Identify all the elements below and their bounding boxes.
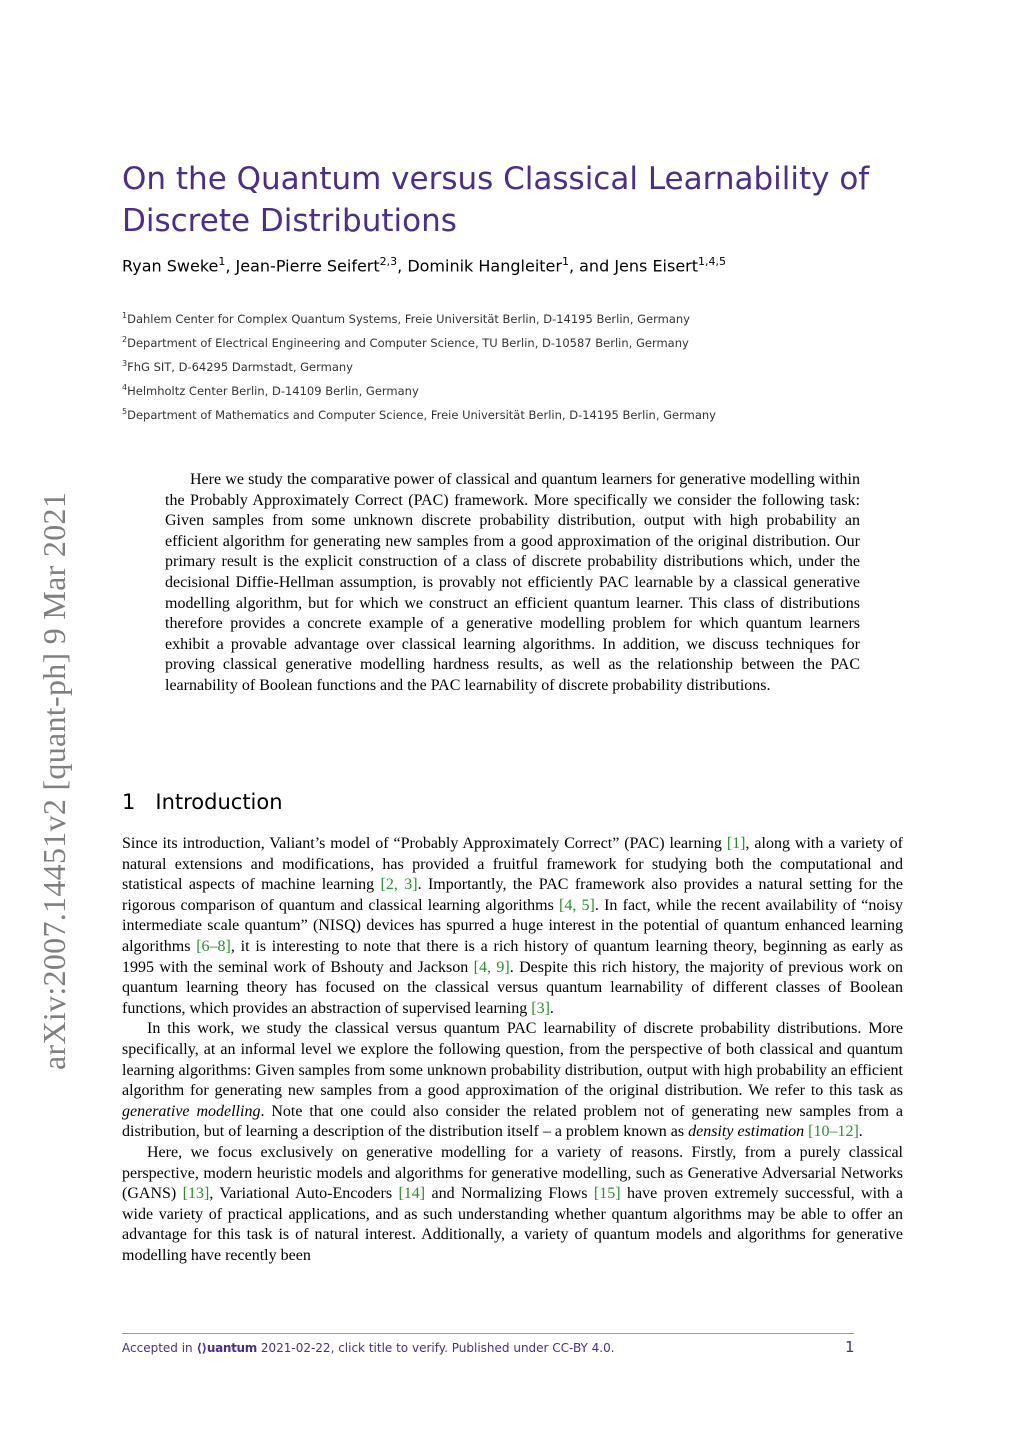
affiliation-number: 3: [122, 359, 128, 368]
citation-link[interactable]: [13]: [182, 1185, 210, 1203]
affiliation-number: 4: [122, 383, 128, 392]
author-affiliation-mark: 1: [218, 255, 226, 268]
text-run: and Normalizing Flows: [425, 1185, 594, 1203]
text-run: . Despite this rich history, the majority of previous work on quantum learning theory has focused on the classical versus quantum learnability of different classes of Boolean functions, which provides an abstraction of supervised learning: [122, 958, 904, 1017]
text-run: , it is interesting to note that there is a rich history of quantum learning theory, beginning as early as 1995 with the seminal work of Bshouty and Jackson: [122, 937, 904, 976]
citation-link[interactable]: [4, 9]: [473, 958, 510, 976]
citation-link[interactable]: [3]: [531, 999, 550, 1017]
citation-link[interactable]: [6–8]: [196, 937, 231, 955]
author-separator: , and: [568, 256, 615, 276]
section-title: Introduction: [155, 790, 283, 814]
footer-prefix: Accepted in: [122, 1341, 197, 1355]
author-name: Jens Eisert: [614, 256, 699, 276]
author-separator: ,: [397, 256, 408, 276]
text-run: .: [858, 1123, 863, 1141]
text-run: .: [549, 999, 554, 1017]
body-paragraph: [122, 1143, 903, 1267]
affiliation-text: Department of Electrical Engineering and Computer Science, TU Berlin, D-10587 Berlin, Germany: [127, 335, 689, 350]
author-name: Dominik Hangleiter: [407, 256, 562, 276]
footer-verify-link[interactable]: 2021-02-22, click title to verify. Published under CC-BY 4.0.: [257, 1341, 615, 1355]
author-name: Jean-Pierre Seifert: [235, 256, 380, 276]
affiliation-number: 2: [122, 335, 128, 344]
author-name: Ryan Sweke: [122, 256, 219, 276]
section-heading: [122, 790, 283, 814]
affiliation-text: Department of Mathematics and Computer Science, Freie Universität Berlin, D-14195 Berlin, Germany: [127, 407, 716, 422]
footer-divider: [122, 1333, 854, 1334]
text-run: . Note that one could also consider the related problem not of generating new samples from a distribution, but of learning a description of the distribution itself – a problem known as: [122, 1102, 903, 1141]
emphasized-term: density estimation: [688, 1123, 805, 1141]
paper-title[interactable]: On the Quantum versus Classical Learnability of Discrete Distributions: [122, 161, 870, 239]
text-run: Since its introduction, Valiant’s model of “Probably Approximately Correct” (PAC) learning: [122, 835, 727, 852]
arxiv-stamp: arXiv:2007.14451v2 [quant-ph] 9 Mar 2021: [36, 491, 72, 1070]
citation-link[interactable]: [1]: [726, 835, 746, 852]
citation-link[interactable]: [14]: [398, 1185, 426, 1203]
footer-note: [122, 1341, 615, 1355]
citation-link[interactable]: [10–12]: [808, 1123, 859, 1141]
affiliation-text: Dahlem Center for Complex Quantum Systems, Freie Universität Berlin, D-14195 Berlin, Germany: [127, 311, 690, 326]
affiliation-list: [122, 305, 922, 425]
text-run: , Variational Auto-Encoders: [209, 1185, 399, 1203]
text-run: In this work, we study the classical versus quantum PAC learnability of discrete probability distributions. More specifically, at an informal level we explore the following question, from the perspective of both classical and quantum learning algorithms: Given samples from some unknown probability distribution, output with high probability an efficient algorithm for generating new samples from a good approximation of the original distribution. We refer to this task as: [122, 1020, 903, 1100]
text-run: , along with a variety of natural extensions and modifications, has provided a fruitful framework for studying both the computational and statistical aspects of machine learning: [122, 835, 904, 894]
affiliation-item: [122, 353, 922, 377]
body-paragraph: [122, 834, 903, 1019]
affiliation-text: Helmholtz Center Berlin, D-14109 Berlin, Germany: [127, 383, 419, 398]
body-paragraph: [122, 1019, 903, 1143]
body-text: [122, 834, 903, 1266]
section-number: 1: [122, 790, 136, 814]
text-run: . Importantly, the PAC framework also provides a natural setting for the rigorous comparison of quantum and classical learning algorithms: [122, 876, 904, 914]
citation-link[interactable]: [15]: [593, 1185, 621, 1203]
text-run: Here, we focus exclusively on generative modelling for a variety of reasons. Firstly, from a purely classical perspective, modern heuristic models and algorithms for generative modelling, such as Generative Adversarial Networks (GANS): [122, 1143, 903, 1203]
author-affiliation-mark: 1,4,5: [698, 255, 727, 268]
citation-link[interactable]: [4, 5]: [559, 896, 595, 914]
author-separator: ,: [225, 256, 236, 276]
author-affiliation-mark: 2,3: [379, 255, 398, 268]
affiliation-number: 5: [122, 407, 128, 416]
affiliation-text: FhG SIT, D-64295 Darmstadt, Germany: [127, 359, 353, 374]
emphasized-term: generative modelling: [122, 1102, 261, 1120]
affiliation-item: [122, 377, 922, 401]
author-affiliation-mark: 1: [561, 255, 569, 268]
affiliation-item: [122, 305, 922, 329]
affiliation-number: 1: [122, 311, 128, 320]
affiliation-item: [122, 329, 922, 353]
author-list: [122, 255, 922, 275]
quantum-journal-logo: ⟨⟩uantum: [196, 1341, 258, 1355]
text-run: have proven extremely successful, with a wide variety of practical applications, and as such understanding whether quantum algorithms may be able to offer an advantage for this task is of natural interest. Additionally, a variety of quantum models and algorithms for generative modelling have recently been: [122, 1185, 904, 1264]
abstract: Here we study the comparative power of classical and quantum learners for generative modelling within the Probably Approximately Correct (PAC) framework. More specifically we consider the following task: Given samples from some unknown discrete probability distribution, output with high probability an efficient algorithm for generating new samples from a good approximation of the original distribution. Our primary result is the explicit construction of a class of discrete probability distributions which, under the decisional Diffie-Hellman assumption, is provably not efficiently PAC learnable by a classical generative modelling algorithm, but for which we construct an efficient quantum learner. This class of distributions therefore provides a concrete example of a generative modelling problem for which quantum learners exhibit a provable advantage over classical learning algorithms. In addition, we discuss techniques for proving classical generative modelling hardness results, as well as the relationship between the PAC learnability of Boolean functions and the PAC learnability of discrete probability distributions.: [165, 471, 860, 694]
affiliation-item: [122, 401, 922, 425]
page-number: 1: [845, 1338, 855, 1356]
text-run: . In fact, while the recent availability of “noisy intermediate scale quantum” (NISQ) devices has spurred a huge interest in the potential of quantum enhanced learning algorithms: [122, 896, 904, 955]
citation-link[interactable]: [2, 3]: [380, 876, 418, 894]
